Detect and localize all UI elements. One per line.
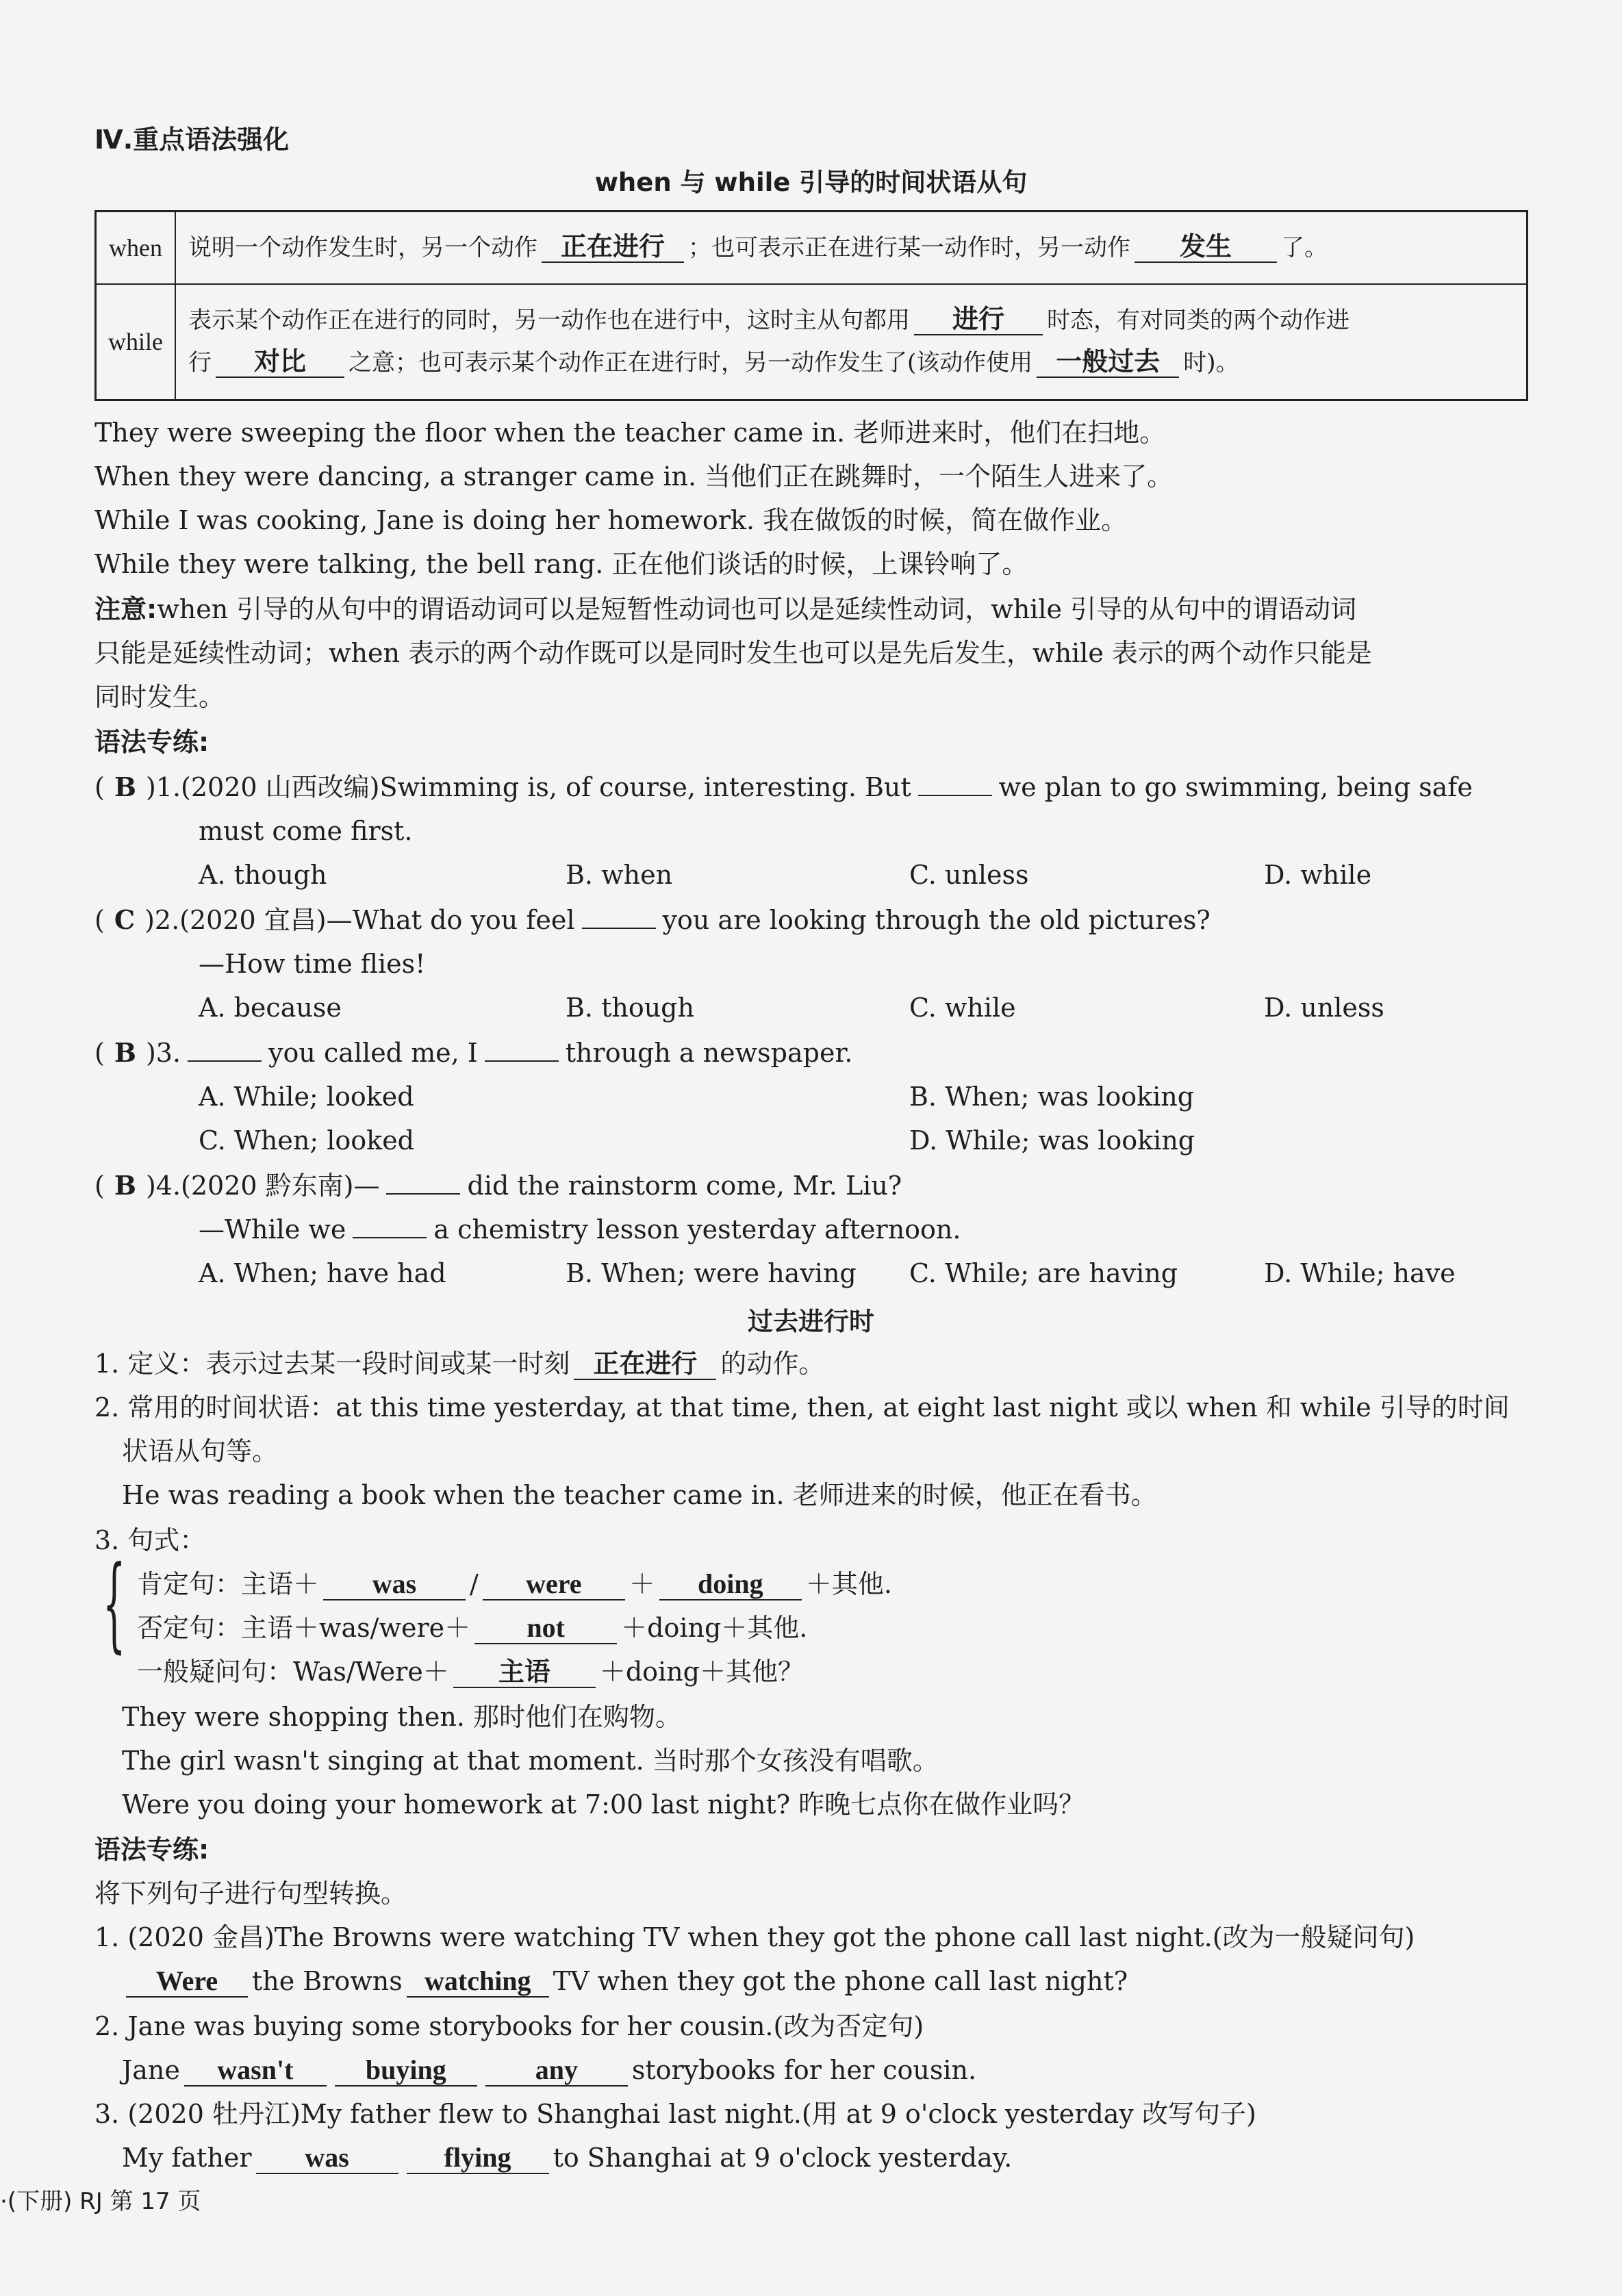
note-line: 只能是延续性动词；when 表示的两个动作既可以是同时发生也可以是先后发生，while 表示的两个动作只能是	[94, 638, 1372, 668]
example-sentence: They were sweeping the floor when the teacher came in. 老师进来时，他们在扫地。	[94, 418, 1166, 448]
question-stem: )4.(2020 黔东南)—	[145, 1171, 380, 1201]
question-stem: )3.	[145, 1038, 181, 1068]
form-affirmative	[137, 1562, 892, 1606]
note-line	[94, 587, 1356, 631]
question-2-stem-cont: —How time flies!	[199, 949, 426, 979]
answer-blank: was	[256, 2143, 398, 2174]
note-line: 同时发生。	[94, 682, 225, 712]
question-4-stem-cont	[199, 1208, 961, 1251]
transform-answer-1	[122, 1959, 1128, 2003]
question-stem: we plan to go swimming, being safe	[998, 772, 1473, 802]
table-row-when	[96, 212, 1528, 284]
question-stem: a chemistry lesson yesterday afternoon.	[433, 1214, 961, 1245]
answer-blank: were	[483, 1569, 625, 1600]
example-sentence: The girl wasn't singing at that moment. 当时那个女孩没有唱歌。	[122, 1746, 939, 1776]
question-stem: )2.(2020 宜昌)—What do you feel	[144, 905, 575, 935]
question-stem: you called me, I	[268, 1038, 478, 1068]
question-stem: —While we	[199, 1214, 346, 1245]
fill-blank	[918, 767, 992, 796]
practice-label: 语法专练:	[94, 727, 210, 757]
form-question	[137, 1650, 804, 1694]
table-text: 时态，有对同类的两个动作进	[1047, 307, 1349, 335]
answer-blank: 主语	[453, 1657, 596, 1688]
form-text: ＋其他.	[805, 1569, 892, 1599]
fill-blank	[353, 1210, 427, 1238]
answer-blank: 正在进行	[574, 1349, 716, 1380]
answer-text: TV when they got the phone call last night?	[553, 1966, 1128, 1996]
answer-text: My father	[122, 2143, 252, 2173]
answer-blank: Were	[126, 1966, 248, 1998]
question-answer: B	[114, 771, 136, 802]
table-value-while	[175, 284, 1528, 400]
option-b: B. When; were having	[566, 1258, 857, 1288]
fill-blank	[386, 1166, 460, 1195]
transform-question-2: 2. Jane was buying some storybooks for her cousin.(改为否定句)	[94, 2011, 924, 2041]
option-d: D. While; have	[1264, 1258, 1456, 1288]
definition-text: 的动作。	[720, 1349, 825, 1379]
transform-question-3: 3. (2020 牡丹江)My father flew to Shanghai last night.(用 at 9 o'clock yesterday 改写句子)	[94, 2099, 1256, 2129]
example-sentence: He was reading a book when the teacher came in. 老师进来的时候，他正在看书。	[122, 1480, 1157, 1510]
table-row-while	[96, 284, 1528, 400]
question-1-stem-cont: must come first.	[199, 816, 413, 846]
answer-text: the Browns	[252, 1966, 403, 1996]
table-text: 之意；也可表示某个动作正在进行时，另一动作发生了(该动作使用	[349, 349, 1033, 377]
fill-blank	[188, 1033, 262, 1062]
table-text: 了。	[1281, 233, 1328, 262]
form-text: ＋doing＋其他.	[621, 1613, 808, 1643]
question-answer: B	[114, 1037, 136, 1068]
example-sentence: When they were dancing, a stranger came in. 当他们正在跳舞时，一个陌生人进来了。	[94, 461, 1174, 492]
answer-text: storybooks for her cousin.	[631, 2055, 977, 2085]
answer-blank: 发生	[1135, 231, 1277, 263]
option-b: B. though	[566, 993, 694, 1023]
practice-label-2: 语法专练:	[94, 1835, 210, 1865]
option-a: A. though	[199, 860, 327, 890]
answer-blank: not	[474, 1613, 617, 1644]
topic-title-past-continuous: 过去进行时	[748, 1307, 874, 1336]
form-text: 否定句：主语＋was/were＋	[137, 1613, 471, 1643]
form-negative	[137, 1606, 807, 1650]
option-c: C. unless	[909, 860, 1029, 890]
answer-blank: was	[323, 1569, 466, 1600]
answer-text: Jane	[122, 2055, 180, 2085]
option-d: D. unless	[1264, 993, 1384, 1023]
form-text: 一般疑问句：Was/Were＋	[137, 1657, 449, 1687]
table-text: 时)。	[1183, 349, 1239, 377]
answer-blank: 一般过去	[1037, 346, 1179, 378]
example-sentence: They were shopping then. 那时他们在购物。	[122, 1702, 682, 1732]
question-2: ( C )2.(2020 宜昌)—What do you feel you are looking through the old pictures?	[94, 898, 1211, 942]
question-stem: did the rainstorm come, Mr. Liu?	[467, 1171, 902, 1201]
answer-blank: buying	[335, 2055, 477, 2087]
table-text: 说明一个动作发生时，另一个动作	[188, 233, 537, 262]
question-stem: through a newspaper.	[565, 1038, 853, 1068]
definition-text: 1. 定义：表示过去某一段时间或某一时刻	[94, 1349, 570, 1379]
form-text: 肯定句：主语＋	[137, 1569, 320, 1599]
topic-title-when-while: when 与 while 引导的时间状语从句	[594, 168, 1028, 197]
answer-blank: 正在进行	[542, 231, 684, 263]
option-d: D. While; was looking	[909, 1125, 1195, 1156]
answer-blank: wasn't	[184, 2055, 327, 2087]
answer-blank: doing	[659, 1569, 802, 1600]
transform-answer-3	[122, 2136, 1012, 2180]
section-title: Ⅳ.重点语法强化	[94, 125, 290, 155]
option-c: C. while	[909, 993, 1016, 1023]
option-b: B. when	[566, 860, 673, 890]
instruction: 将下列句子进行句型转换。	[94, 1878, 407, 1909]
question-answer: B	[114, 1170, 136, 1201]
definition-line	[94, 1342, 824, 1386]
answer-blank: 对比	[216, 346, 344, 378]
table-text: 行	[188, 349, 212, 377]
note-label: 注意:	[94, 594, 157, 624]
example-sentence: While they were talking, the bell rang. 正在他们谈话的时候，上课铃响了。	[94, 549, 1028, 579]
fill-blank	[582, 900, 656, 929]
when-while-table	[94, 210, 1528, 401]
question-answer: C	[114, 904, 136, 935]
table-key-when: when	[96, 212, 176, 284]
option-a: A. because	[199, 993, 342, 1023]
table-text: ；也可表示正在进行某一动作时，另一动作	[688, 233, 1130, 262]
time-adverbial-line: 2. 常用的时间状语：at this time yesterday, at that time, then, at eight last night 或以 when 和 while 引导的时间	[94, 1392, 1510, 1423]
brace-icon: {	[103, 1544, 126, 1663]
question-1: ( B )1.(2020 山西改编)Swimming is, of course, interesting. But we plan to go swimming, being safe	[94, 765, 1473, 809]
page-footer: ·(下册) RJ 第 17 页	[0, 2188, 201, 2215]
answer-blank: any	[485, 2055, 628, 2087]
form-text: /	[470, 1569, 479, 1599]
table-value-when	[175, 212, 1528, 284]
form-text: ＋	[629, 1569, 655, 1599]
option-c: C. When; looked	[199, 1125, 415, 1156]
table-key-while: while	[96, 284, 176, 400]
option-a: A. While; looked	[199, 1082, 414, 1112]
question-stem: you are looking through the old pictures?	[662, 905, 1211, 935]
option-d: D. while	[1264, 860, 1372, 890]
question-3: ( B )3. you called me, I through a newspaper.	[94, 1031, 853, 1075]
table-text: 表示某个动作正在进行的同时，另一动作也在进行中，这时主从句都用	[188, 307, 910, 335]
option-c: C. While; are having	[909, 1258, 1178, 1288]
answer-text: to Shanghai at 9 o'clock yesterday.	[553, 2143, 1013, 2173]
form-label: 3. 句式：	[94, 1525, 206, 1555]
example-sentence: Were you doing your homework at 7:00 last night? 昨晚七点你在做作业吗？	[122, 1789, 1085, 1820]
note-text: when 引导的从句中的谓语动词可以是短暂性动词也可以是延续性动词，while 引导的从句中的谓语动词	[157, 594, 1357, 624]
option-a: A. When; have had	[199, 1258, 446, 1288]
transform-question-1: 1. (2020 金昌)The Browns were watching TV when they got the phone call last night.(改为一般疑问句)	[94, 1922, 1415, 1952]
fill-blank	[485, 1033, 559, 1062]
transform-answer-2	[122, 2048, 976, 2092]
answer-blank: watching	[407, 1966, 549, 1998]
question-stem: )1.(2020 山西改编)Swimming is, of course, interesting. But	[145, 772, 911, 802]
answer-blank: 进行	[914, 304, 1043, 335]
form-text: ＋doing＋其他？	[599, 1657, 804, 1687]
answer-blank: flying	[407, 2143, 549, 2174]
example-sentence: While I was cooking, Jane is doing her homework. 我在做饭的时候，简在做作业。	[94, 505, 1128, 535]
option-b: B. When; was looking	[909, 1082, 1195, 1112]
time-adverbial-line: 状语从句等。	[122, 1436, 279, 1466]
question-4: ( B )4.(2020 黔东南)— did the rainstorm come, Mr. Liu?	[94, 1164, 902, 1208]
